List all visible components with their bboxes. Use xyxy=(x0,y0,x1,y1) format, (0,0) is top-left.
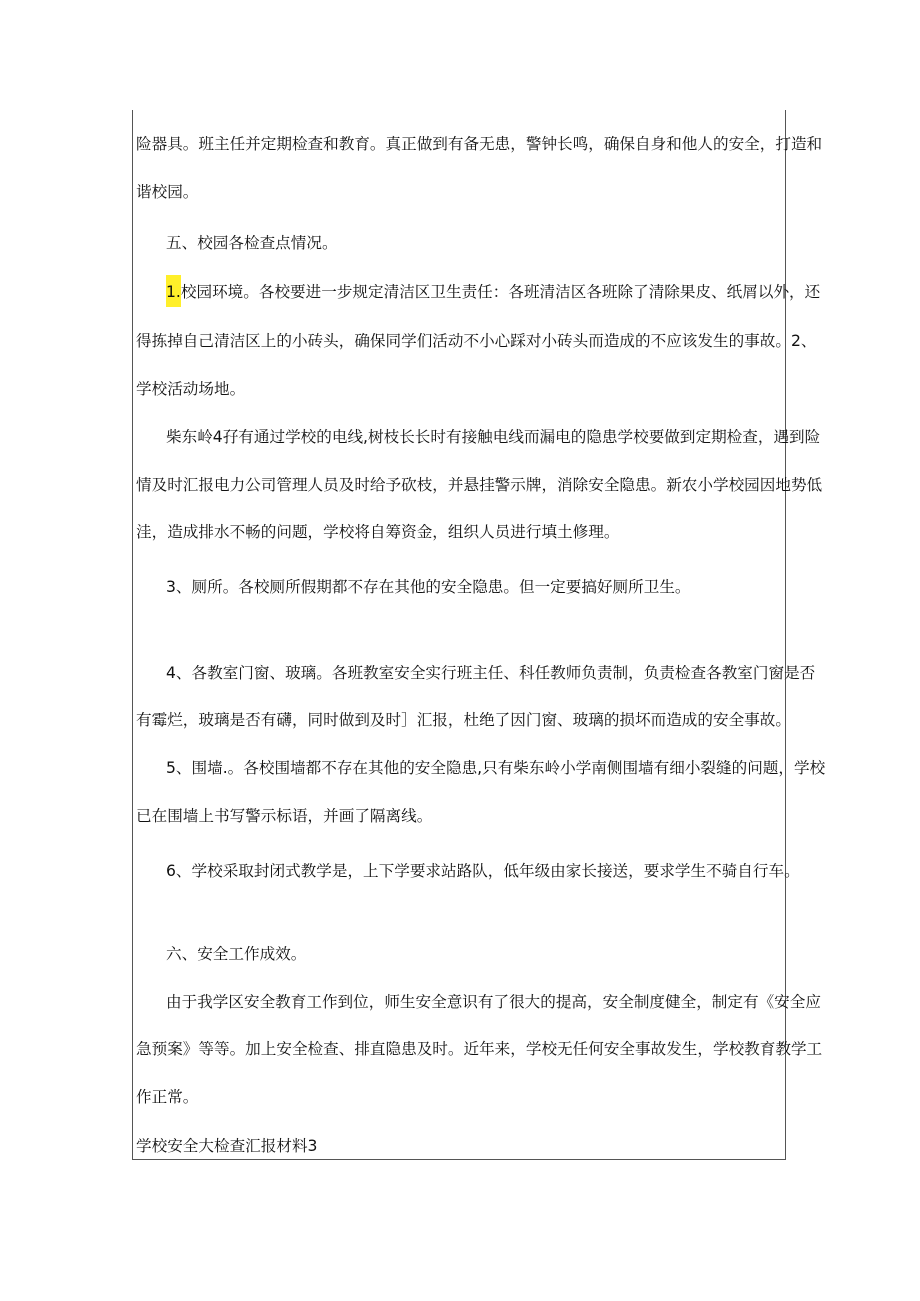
paragraph-line: 3、厕所。各校厕所假期都不存在其他的安全隐患。但一定要搞好厕所卫生。 xyxy=(166,578,691,596)
paragraph-line xyxy=(166,281,821,307)
paragraph-line: 6、学校采取封闭式教学是，上下学要求站路队，低年级由家长接送，要求学生不骑自行车。 xyxy=(166,862,800,880)
paragraph-line: 由于我学区安全教育工作到位，师生安全意识有了很大的提高，安全制度健全，制定有《安全应 xyxy=(166,993,821,1011)
document-subtitle: 学校安全大检查汇报材料3 xyxy=(136,1137,318,1155)
section-heading: 六、安全工作成效。 xyxy=(166,945,307,963)
paragraph-line: 5、围墙.。各校围墙都不存在其他的安全隐患,只有柴东岭小学南侧围墙有细小裂缝的问题，学校 xyxy=(166,759,826,777)
paragraph-line: 学校活动场地。 xyxy=(136,380,246,398)
paragraph-line: 有霉烂，玻璃是否有礴，同时做到及时］汇报，杜绝了因门窗、玻璃的损坏而造成的安全事故。 xyxy=(136,711,791,729)
paragraph-line: 洼，造成排水不畅的问题，学校将自筹资金，组织人员进行填土修理。 xyxy=(136,523,620,541)
section-heading: 五、校园各检查点情况。 xyxy=(166,234,338,252)
paragraph-line: 谐校园。 xyxy=(136,183,199,201)
paragraph-line: 已在围墙上书写警示标语，并画了隔离线。 xyxy=(136,807,433,825)
paragraph-line: 4、各教室门窗、玻璃。各班教室安全实行班主任、科任教师负责制，负责检查各教室门窗是否 xyxy=(166,664,816,682)
paragraph-line: 作正常。 xyxy=(136,1088,199,1106)
paragraph-line: 得拣掉自己清洁区上的小砖头，确保同学们活动不小心踩对小砖头而造成的不应该发生的事故。2、 xyxy=(136,332,817,350)
paragraph-line: 急预案》等等。加上安全检查、排直隐患及时。近年来，学校无任何安全事故发生，学校教育教学工 xyxy=(136,1040,823,1058)
highlighted-number: 1. xyxy=(166,275,181,307)
paragraph-line: 柴东岭4孖有通过学校的电线,树枝长长时有接触电线而漏电的隐患学校要做到定期检查，遇到险 xyxy=(166,428,821,446)
paragraph-text: 校园环境。各校要进一步规定清洁区卫生责任：各班清洁区各班除了清除果皮、纸屑以外，还 xyxy=(180,283,821,301)
paragraph-line: 情及时汇报电力公司管理人员及时给予砍枝，并悬挂警示牌，消除安全隐患。新农小学校园因地势低 xyxy=(136,476,823,494)
paragraph-line: 险器具。班主任并定期检查和教育。真正做到有备无患，警钟长鸣，确保自身和他人的安全，打造和 xyxy=(136,135,823,153)
